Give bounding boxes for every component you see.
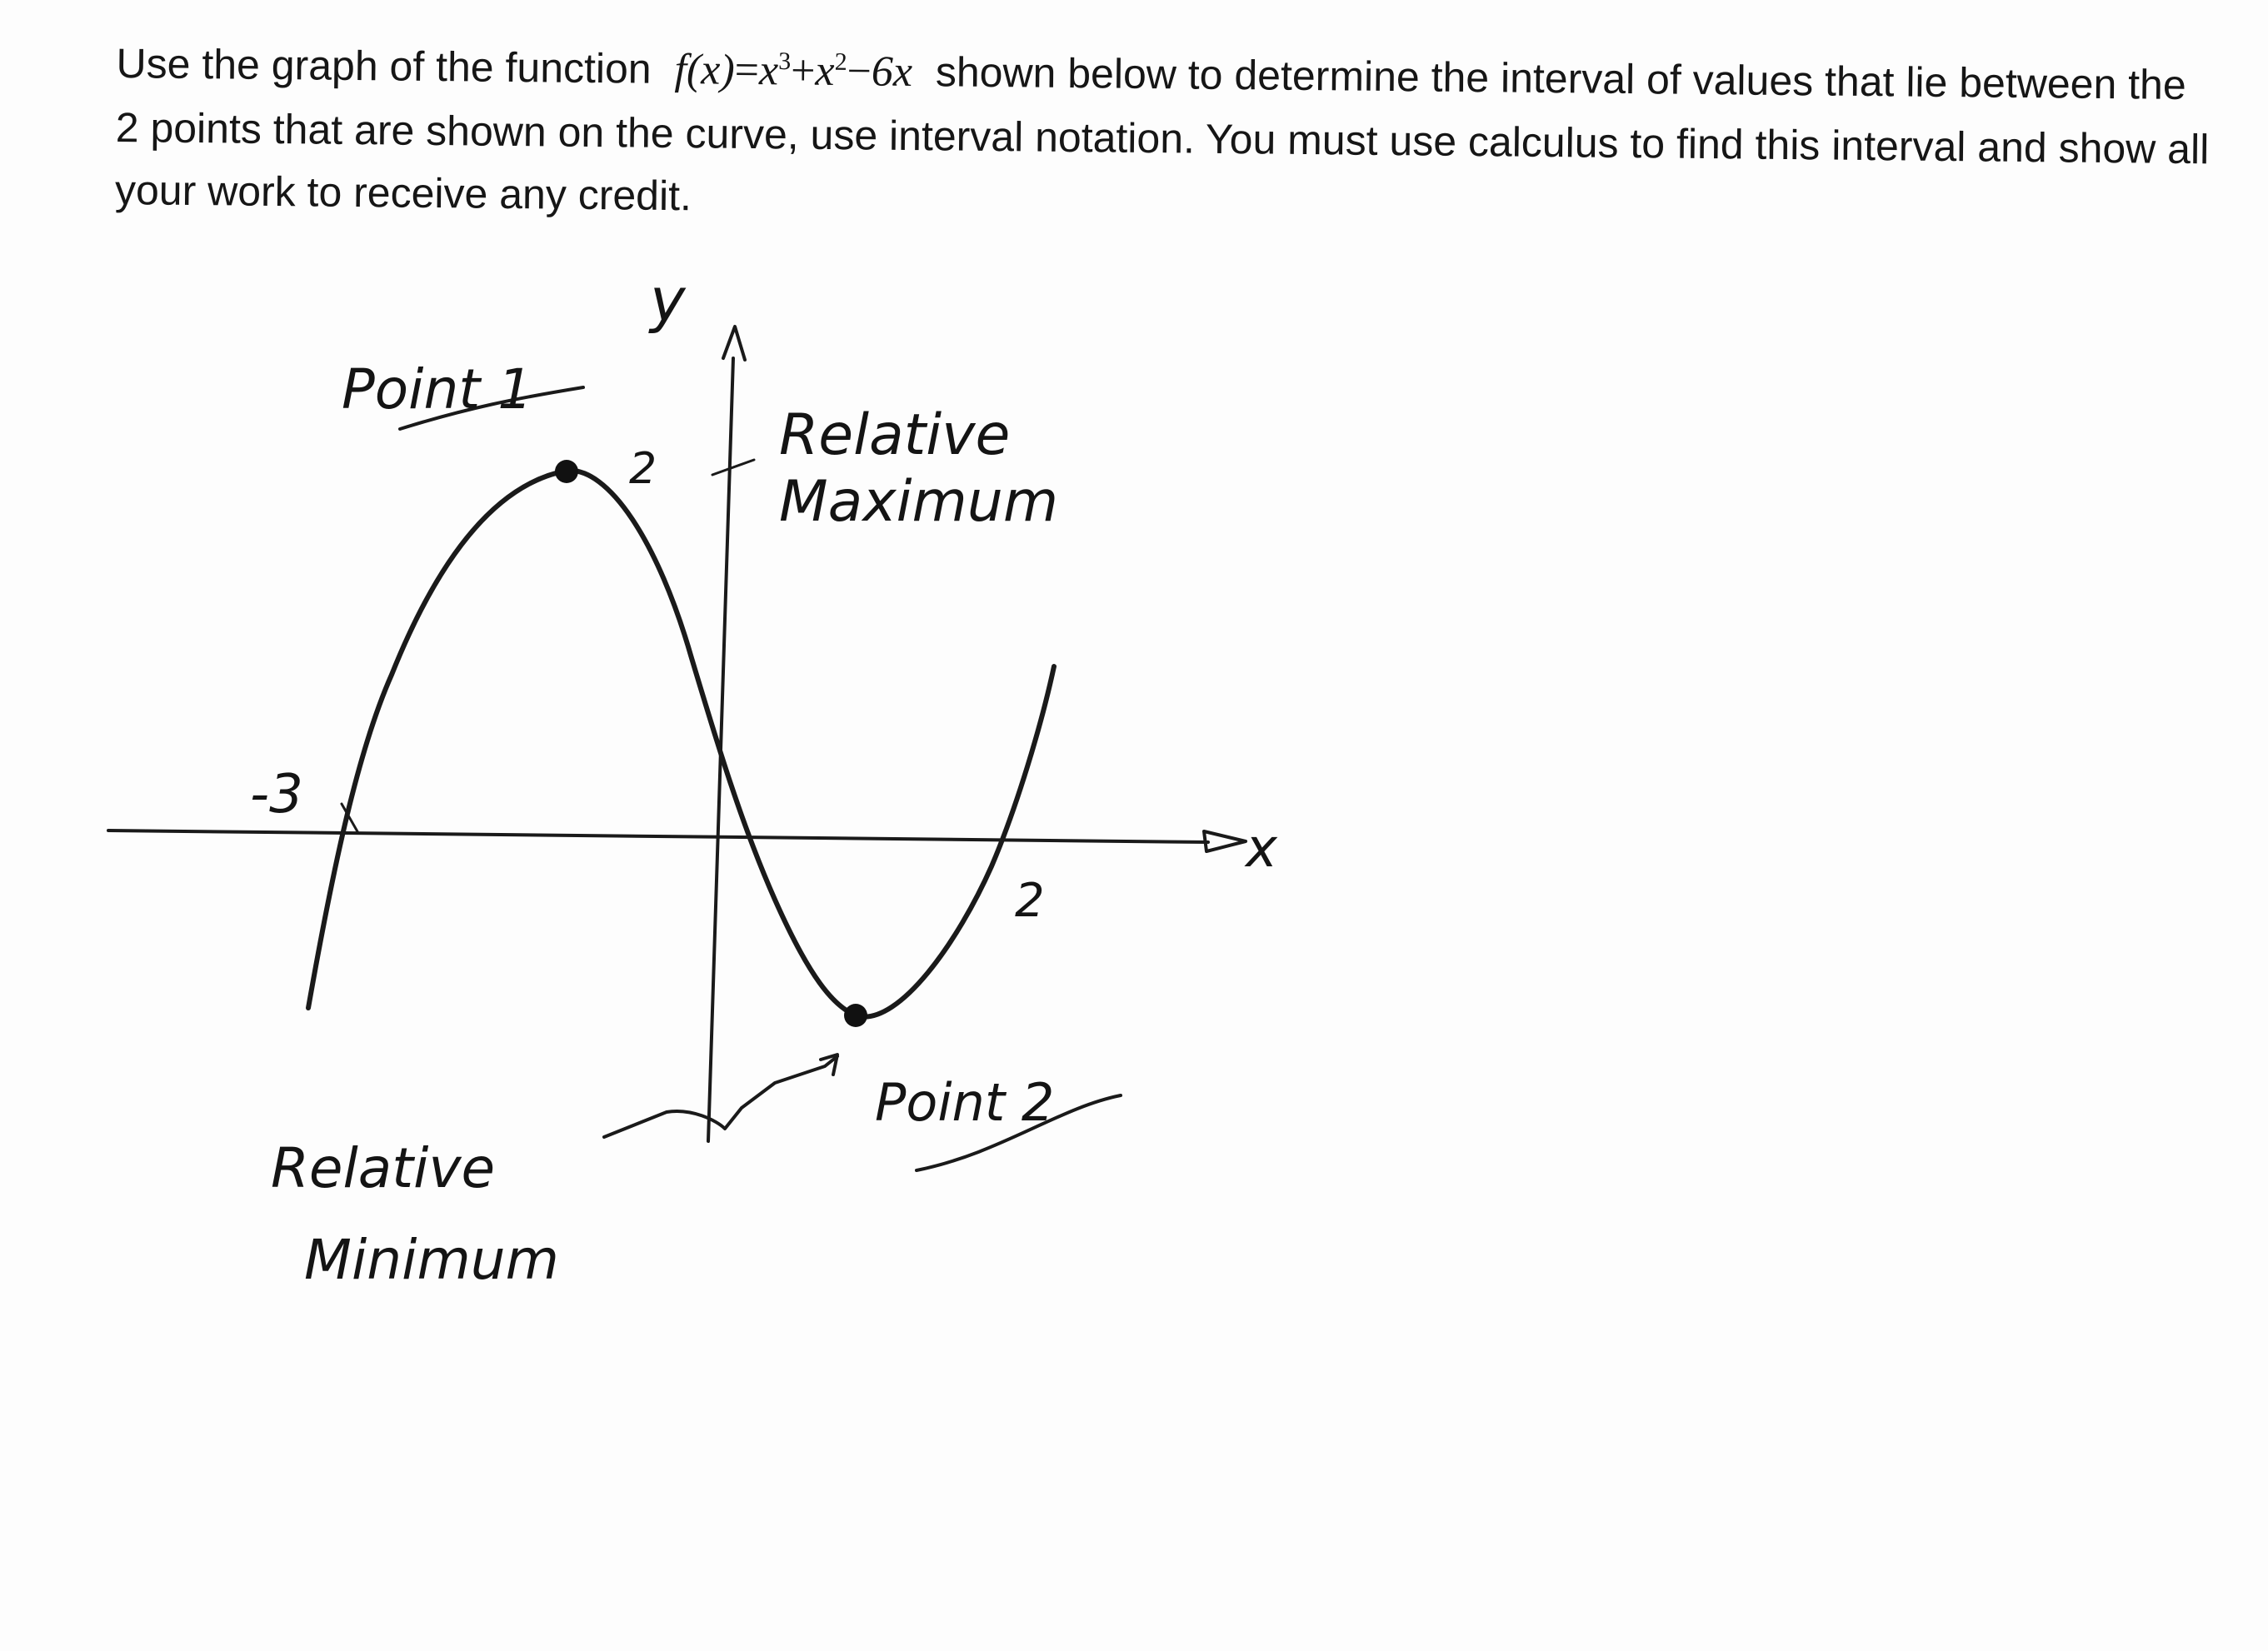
min-label-line2: Minimum (304, 1228, 559, 1292)
x-axis-label: x (1246, 818, 1277, 880)
question-intro: Use the graph of the function (116, 39, 652, 92)
y-axis-arrow-icon (723, 327, 745, 360)
tick-label-neg3: -3 (250, 764, 303, 826)
point2-marker (844, 1004, 867, 1027)
point1-marker (555, 460, 578, 483)
max-label-line2: Maximum (779, 469, 1059, 535)
x-axis (108, 830, 1208, 842)
point1-label: Point 1 (342, 357, 533, 421)
y-axis-label: y (650, 265, 686, 335)
max-label-line1: Relative (779, 402, 1011, 468)
min-label-line1: Relative (271, 1136, 496, 1200)
min-arrow-icon (604, 1056, 837, 1137)
tick-label-x2: 2 (1015, 874, 1045, 928)
point2-label: Point 2 (875, 1072, 1055, 1133)
function-formula: $f(x)=x^3+x^2-6x$ (674, 46, 913, 97)
x-axis-arrow-icon (1204, 831, 1246, 851)
tick-mark-top (712, 460, 754, 475)
cubic-curve (308, 471, 1054, 1017)
question-instructions: shown below to determine the interval of values that lie between the 2 points that are shown on the curve, use interval notation. You must use calculus to find this interval and show all your work to receive any credit. (114, 48, 2210, 220)
tick-label-y2: 2 (629, 444, 657, 494)
